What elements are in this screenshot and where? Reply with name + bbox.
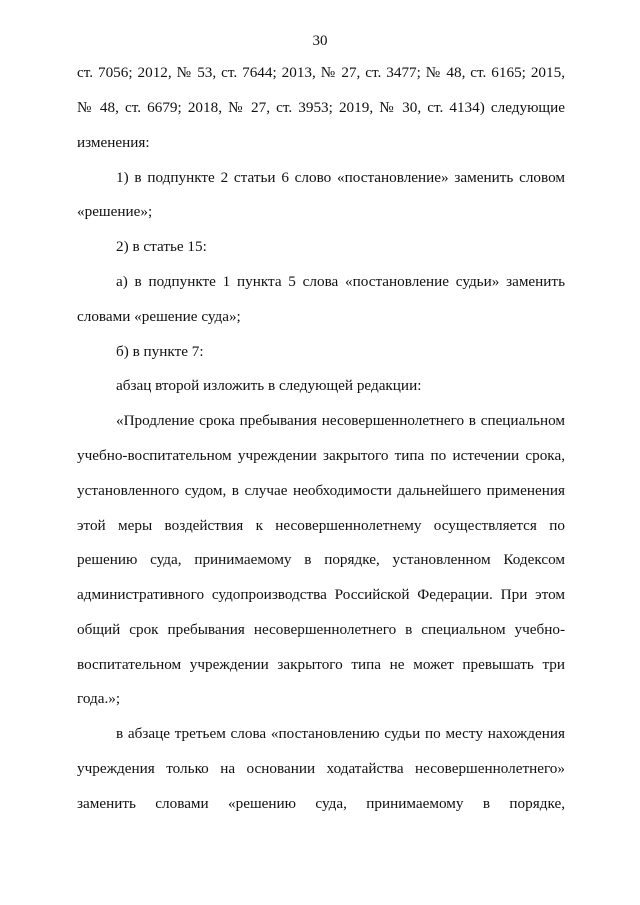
text-line: этой меры воздействия к несовершеннолетнему осуществляется по bbox=[77, 517, 565, 534]
text-line: словами «решение суда»; bbox=[77, 308, 241, 325]
text-line: установленного судом, в случае необходимости дальнейшего применения bbox=[77, 482, 565, 499]
text-line: в абзаце третьем слова «постановлению судьи по месту нахождения bbox=[116, 725, 565, 742]
text-line: учреждения только на основании ходатайства несовершеннолетнего» bbox=[77, 760, 565, 777]
text-line: 2) в статье 15: bbox=[116, 238, 207, 255]
text-line: административного судопроизводства Российской Федерации. При этом bbox=[77, 586, 565, 603]
text-line: абзац второй изложить в следующей редакции: bbox=[116, 377, 422, 394]
text-line: года.»; bbox=[77, 690, 121, 707]
text-line: решению суда, принимаемому в порядке, установленном Кодексом bbox=[77, 551, 565, 568]
text-line: «Продление срока пребывания несовершеннолетнего в специальном bbox=[116, 412, 565, 429]
page-number: 30 bbox=[312, 33, 328, 49]
text-line: 1) в подпункте 2 статьи 6 слово «постановление» заменить словом bbox=[116, 169, 565, 186]
text-line: учебно-воспитательном учреждении закрытого типа по истечении срока, bbox=[77, 447, 565, 464]
text-line: общий срок пребывания несовершеннолетнего в специальном учебно- bbox=[77, 621, 565, 638]
text-line: ст. 7056; 2012, № 53, ст. 7644; 2013, № 27, ст. 3477; № 48, ст. 6165; 2015, bbox=[77, 64, 565, 81]
text-line: а) в подпункте 1 пункта 5 слова «постановление судьи» заменить bbox=[116, 273, 565, 290]
text-line: воспитательном учреждении закрытого типа не может превышать три bbox=[77, 656, 565, 673]
text-line: заменить словами «решению суда, принимаемому в порядке, bbox=[77, 795, 565, 812]
text-line: № 48, ст. 6679; 2018, № 27, ст. 3953; 2019, № 30, ст. 4134) следующие bbox=[77, 99, 565, 116]
text-line: «решение»; bbox=[77, 203, 153, 220]
text-line: б) в пункте 7: bbox=[116, 343, 204, 360]
text-line: изменения: bbox=[77, 134, 150, 151]
